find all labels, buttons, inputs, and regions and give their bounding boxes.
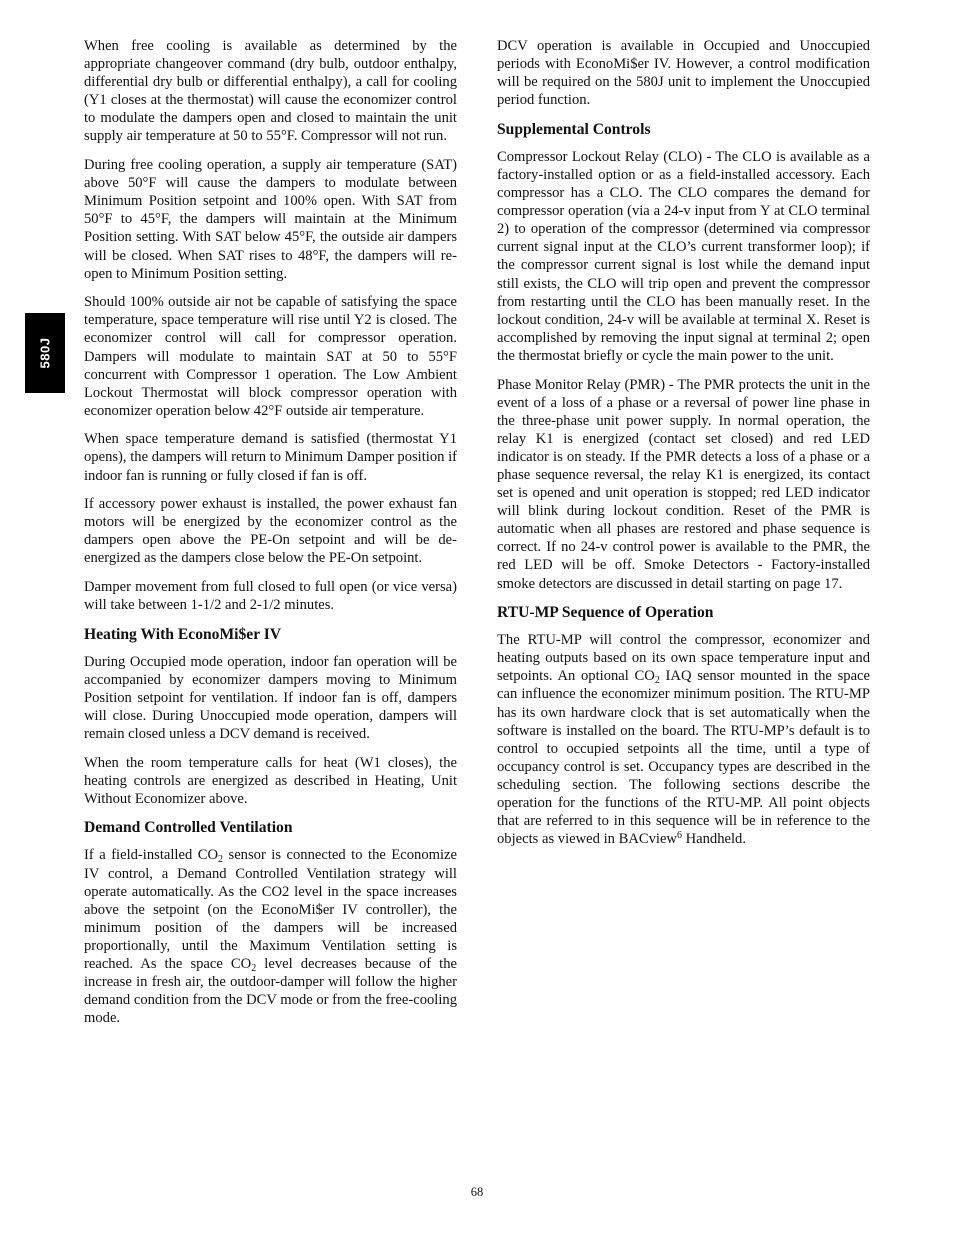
paragraph-calls-for-heat: When the room temperature calls for heat (W1 closes), the heating controls are energized as described in Heating, Unit Without Economizer above. xyxy=(84,754,457,807)
page-number: 68 xyxy=(470,1185,484,1199)
text-segment: If a field-installed CO xyxy=(84,847,219,864)
paragraph-damper-movement: Damper movement from full closed to full open (or vice versa) will take between 1-1/2 and 2-1/2 minutes. xyxy=(84,579,457,614)
paragraph-power-exhaust: If accessory power exhaust is installed, the power exhaust fan motors will be energized by the economizer control as the dampers open above the PE-On setpoint and will be de-energized as the dampers close below the PE-On setpoint. xyxy=(84,496,457,567)
text-segment: Handheld. xyxy=(681,831,747,848)
text-segment: The RTU-MP will control the compressor, economizer and heating outputs based on its own space temperature input and setpoints. An optional CO xyxy=(497,632,870,685)
text-segment: sensor is connected to the Economize IV control, a Demand Controlled Ventilation strategy will operate automatically. As the CO2 level in the space increases above the setpoint (on the EconoMi$er IV controller), the minimum position of the dampers will be increased proportionally, until the Maximum Ventilation setting is reached. As the space CO xyxy=(84,847,457,973)
paragraph-occupied-mode: During Occupied mode operation, indoor fan operation will be accompanied by economizer dampers moving to Minimum Position setpoint for ventilation. If indoor fan is off, dampers will close. During Unoccupied mode operation, dampers will remain closed unless a DCV demand is received. xyxy=(84,653,457,743)
left-column xyxy=(84,37,457,1038)
paragraph-sat-operation: During free cooling operation, a supply air temperature (SAT) above 50°F will cause the dampers to modulate between Minimum Position setpoint and 100% open. With SAT from 50°F to 45°F, the dampers will maintain at the Minimum Position setting. With SAT below 45°F, the outside air dampers will be closed. When SAT rises to 48°F, the dampers will re-open to Minimum Position setting. xyxy=(84,157,457,282)
subscript-2: 2 xyxy=(218,854,224,866)
paragraph-dcv-operation: DCV operation is available in Occupied and Unoccupied periods with EconoMi$er IV. However, a control modification will be required on the 580J unit to implement the Unoccupied period function. xyxy=(497,38,870,109)
heading-heating-economiser: Heating With EconoMi$er IV xyxy=(84,625,282,643)
heading-rtu-mp-sequence: RTU-MP Sequence of Operation xyxy=(497,604,714,622)
superscript-6: 6 xyxy=(676,830,682,842)
subscript-2: 2 xyxy=(654,675,660,687)
right-column xyxy=(497,37,870,859)
text-segment: IAQ sensor mounted in the space can influence the economizer minimum position. The RTU-MP has its own hardware clock that is set automatically when the software is installed on the board. The RTU-MP’s default is to control to occupied setpoints all the time, until a type of occupancy control is set. Occupancy types are described in the scheduling section. The following sections describe the operation for the functions of the RTU-MP. All point objects that are referred to in this sequence will be in reference to the objects as viewed in BACview xyxy=(497,668,871,848)
paragraph-co2-sensor xyxy=(84,846,457,1027)
side-tab-580j xyxy=(25,313,65,393)
heading-supplemental-controls: Supplemental Controls xyxy=(497,120,651,138)
paragraph-compressor-lockout-relay: Compressor Lockout Relay (CLO) - The CLO is available as a factory-installed option or as a field-installed accessory. Each compressor has a CLO. The CLO compares the demand for compressor operation (via a 24-v input from Y at CLO terminal 2) to operation of the compressor (determined via compressor current signal input at the CLO’s current transformer loop); if the compressor current signal is lost while the demand input still exists, the CLO will trip open and prevent the compressor from restarting until the CLO has been manually reset. In the lockout condition, 24-v will be available at terminal X. Reset is accomplished by removing the input signal at terminal 2; open the thermostat briefly or cycle the main power to the unit. xyxy=(497,148,870,364)
text-segment: level decreases because of the increase in fresh air, the outdoor-damper will follow the higher demand condition from the DCV mode or from the free-cooling mode. xyxy=(84,956,457,1027)
paragraph-outside-air: Should 100% outside air not be capable of satisfying the space temperature, space temperature will rise until Y2 is closed. The economizer control will call for compressor operation. Dampers will modulate to maintain SAT at 50 to 55°F concurrent with Compressor 1 operation. The Low Ambient Lockout Thermostat will block compressor operation with economizer operation below 42°F outside air temperature. xyxy=(84,294,457,419)
paragraph-free-cooling: When free cooling is available as determined by the appropriate changeover command (dry bulb, outdoor enthalpy, differential dry bulb or differential enthalpy), a call for cooling (Y1 closes at the thermostat) will cause the economizer control to modulate the dampers open and closed to maintain the unit supply air temperature at 50 to 55°F. Compressor will not run. xyxy=(84,38,457,145)
paragraph-rtu-mp-control xyxy=(497,631,870,848)
paragraph-phase-monitor-relay: Phase Monitor Relay (PMR) - The PMR protects the unit in the event of a loss of a phase or a reversal of power line phase in the three-phase unit power supply. In normal operation, the relay K1 is energized (contact set closed) and red LED indicator is on steady. If the PMR detects a loss of a phase or a phase sequence reversal, the relay K1 is energized, its contact set is opened and unit operation is stopped; red LED indicator will blink during lockout condition. Reset of the PMR is automatic when all phases are restored and phase sequence is correct. If no 24-v control power is available to the PMR, the red LED will be off. Smoke Detectors - Factory-installed smoke detectors are discussed in detail starting on page 17. xyxy=(497,376,870,592)
heading-demand-controlled-ventilation: Demand Controlled Ventilation xyxy=(84,819,293,837)
side-tab-label: 580J xyxy=(37,337,53,369)
paragraph-demand-satisfied: When space temperature demand is satisfied (thermostat Y1 opens), the dampers will return to Minimum Damper position if indoor fan is running or fully closed if fan is off. xyxy=(84,431,457,484)
subscript-2: 2 xyxy=(251,963,257,975)
